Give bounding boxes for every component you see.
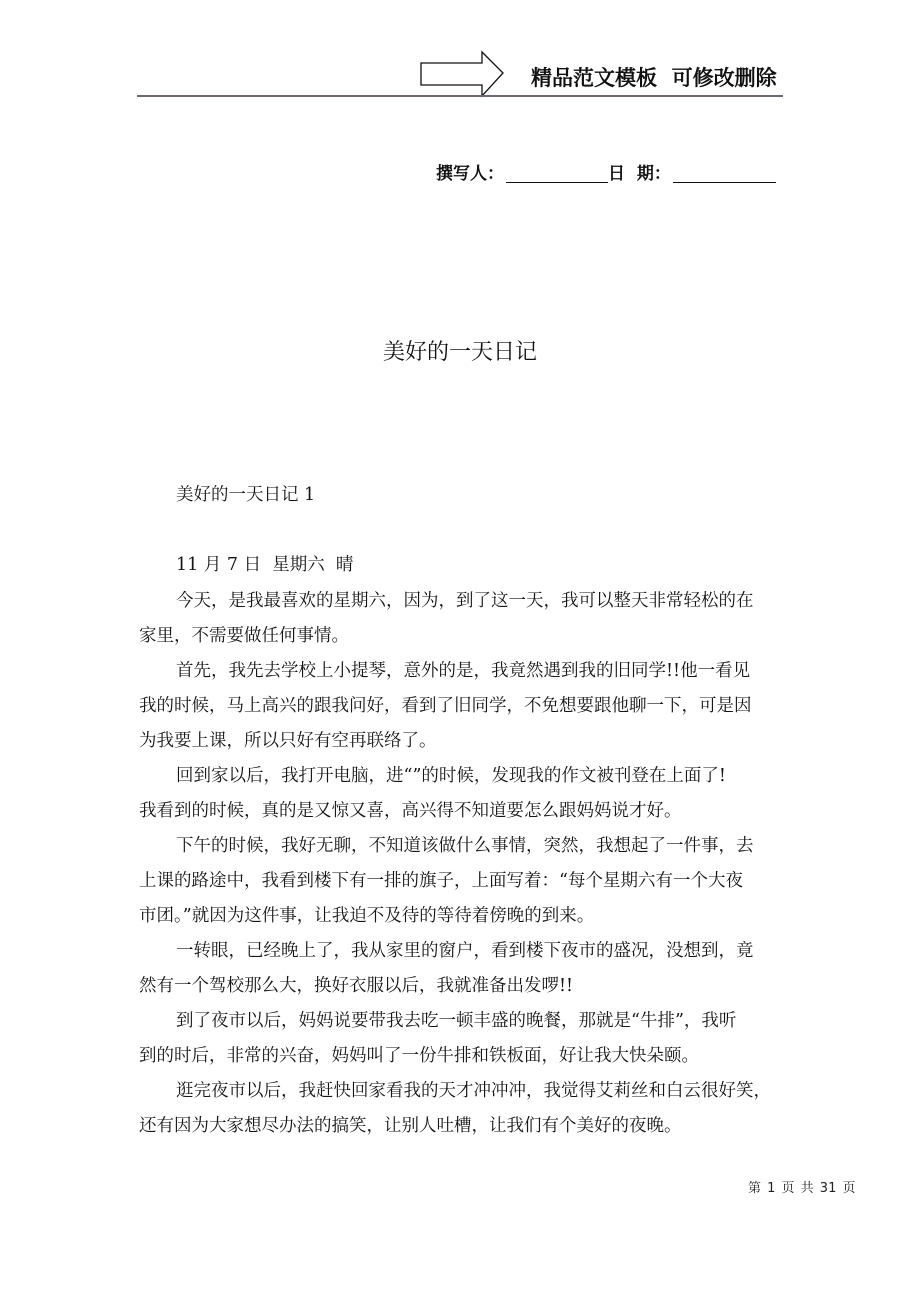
paragraph-line: 下午的时候，我好无聊，不知道该做什么事情，突然，我想起了一件事，去 (176, 836, 754, 856)
paragraph-line: 到了夜市以后，妈妈说要带我去吃一顿丰盛的晚餐，那就是“牛排”，我听 (176, 1011, 737, 1031)
paragraph-line: 市团。”就因为这件事，让我迫不及待的等待着傍晚的到来。 (139, 906, 595, 926)
paragraph-line: 逛完夜市以后，我赶快回家看我的天才冲冲冲，我觉得艾莉丝和白云很好笑， (176, 1081, 771, 1101)
header-title: 精品范文模板 可修改删除 (531, 66, 777, 90)
paragraph-line: 一转眼，已经晚上了，我从家里的窗户，看到楼下夜市的盛况，没想到，竟 (176, 941, 754, 961)
paragraph-line: 还有因为大家想尽办法的搞笑，让别人吐槽，让我们有个美好的夜晚。 (139, 1116, 682, 1136)
paragraph-line: 到的时后，非常的兴奋，妈妈叫了一份牛排和铁板面，好让我大快朵颐。 (139, 1046, 699, 1066)
author-date-line (436, 160, 776, 186)
paragraph-line: 为我要上课，所以只好有空再联络了。 (139, 731, 437, 751)
paragraph-line: 家里，不需要做任何事情。 (139, 626, 349, 646)
arrow-right-outline-icon (419, 50, 505, 98)
author-label: 撰写人： (436, 164, 504, 184)
section-subtitle: 美好的一天日记 1 (176, 485, 316, 505)
author-field[interactable] (506, 162, 608, 183)
paragraph-line: 上课的路途中，我看到楼下有一排的旗子，上面写着：“每个星期六有一个大夜 (139, 871, 743, 891)
date-label: 日 期： (608, 164, 671, 184)
header-divider (137, 95, 783, 97)
dateline: 11 月 7 日 星期六 晴 (176, 555, 354, 575)
paragraph-line: 首先，我先去学校上小提琴，意外的是，我竟然遇到我的旧同学!!他一看见 (176, 661, 751, 681)
paragraph-line: 我看到的时候，真的是又惊又喜，高兴得不知道要怎么跟妈妈说才好。 (139, 801, 682, 821)
date-field[interactable] (673, 162, 776, 183)
paragraph-line: 然有一个驾校那么大，换好衣服以后，我就准备出发啰!! (139, 976, 574, 996)
paragraph-line: 今天，是我最喜欢的星期六，因为，到了这一天，我可以整天非常轻松的在 (176, 591, 754, 611)
page-indicator: 第 1 页 共 31 页 (748, 1181, 856, 1196)
document-title: 美好的一天日记 (382, 340, 537, 365)
paragraph-line: 我的时候，马上高兴的跟我问好，看到了旧同学，不免想要跟他聊一下，可是因 (139, 696, 752, 716)
paragraph-line: 回到家以后，我打开电脑，进“”的时候，发现我的作文被刊登在上面了! (176, 766, 726, 786)
